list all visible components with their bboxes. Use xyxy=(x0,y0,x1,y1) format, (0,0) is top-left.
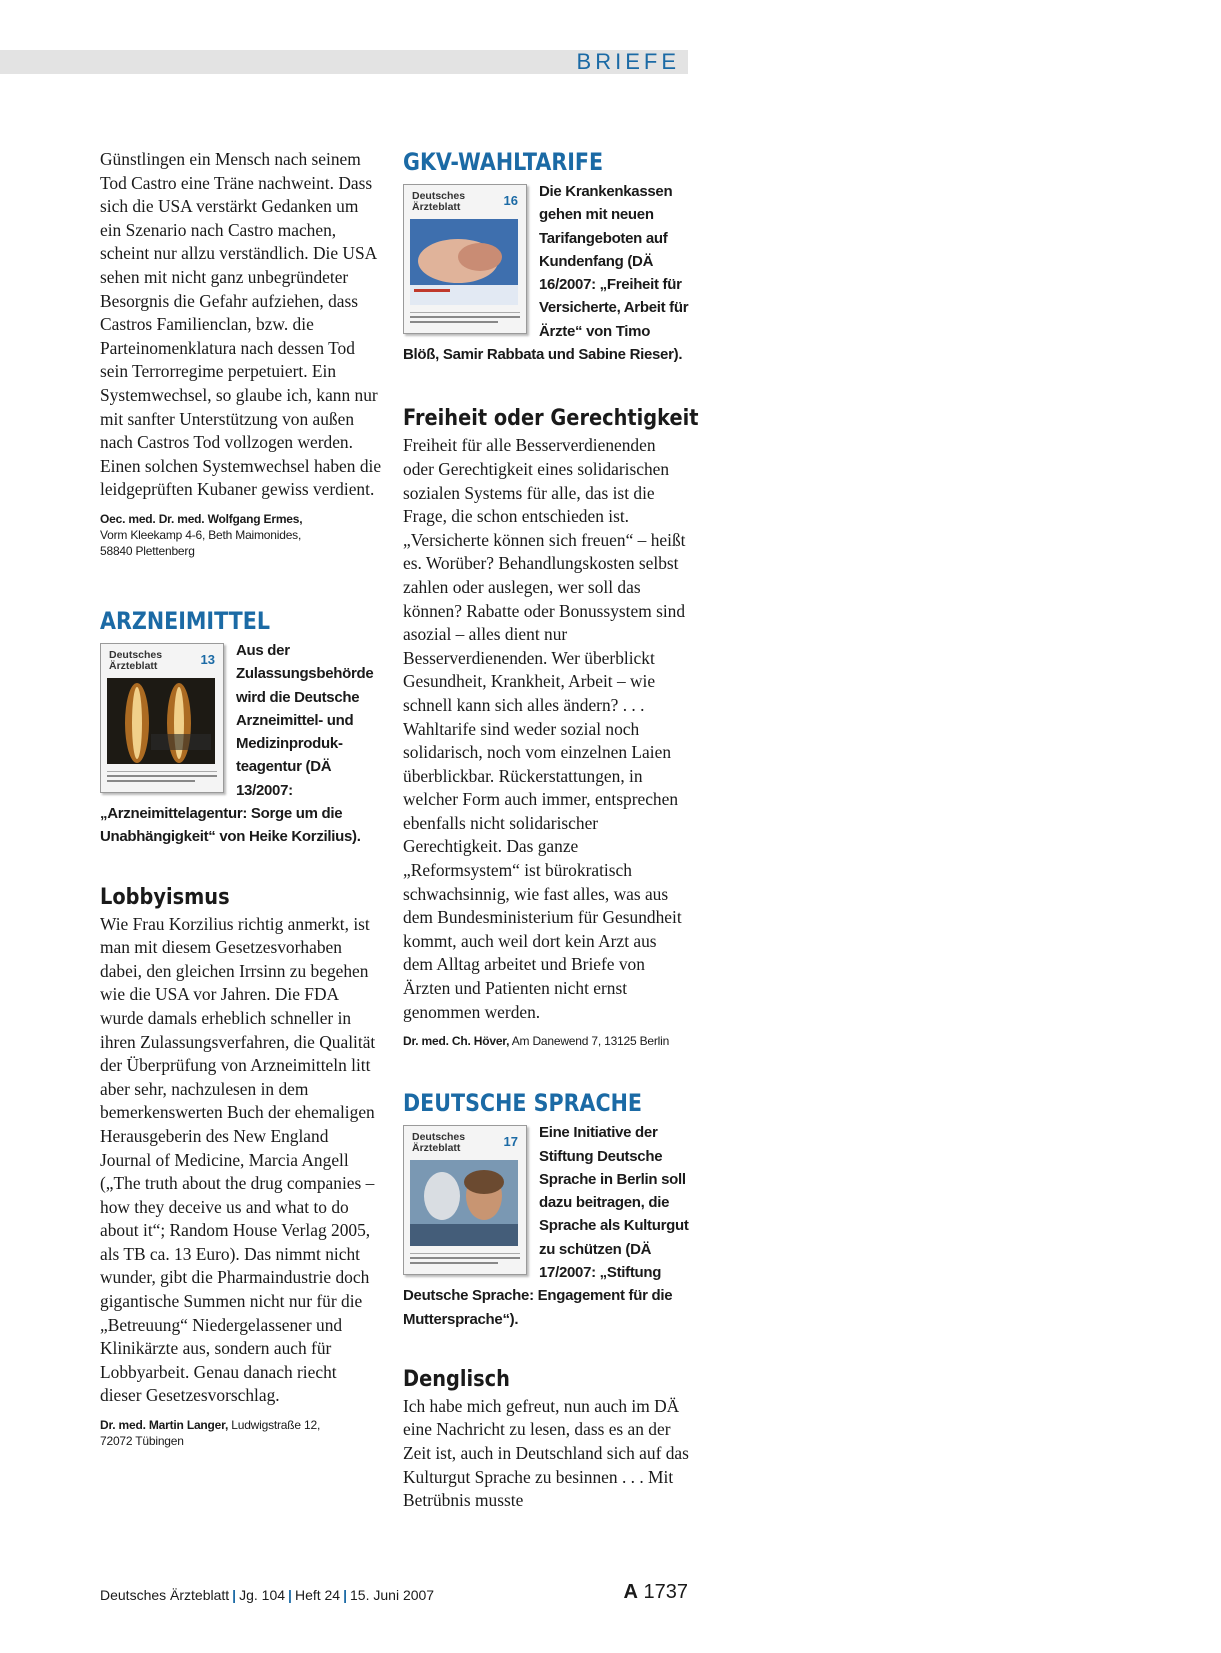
magazine-cover-thumbnail xyxy=(100,643,224,793)
journal-date: 15. Juni 2007 xyxy=(350,1587,435,1603)
signature-address: Am Danewend 7, 13125 Berlin xyxy=(511,1034,670,1049)
letter-signature xyxy=(100,1417,382,1449)
letter-signature xyxy=(100,511,382,559)
section-heading-arzneimittel: ARZNEIMITTEL xyxy=(100,606,270,635)
signature-address: 58840 Plettenberg xyxy=(100,543,195,558)
letter-text: Ich habe mich gefreut, nun auch im DÄ eine Nachricht zu lesen, dass es an der Zeit ist, auch in Deutschland sich auf das Kulturgut Sprache zu besinnen . . . Mit Betrübnis musste xyxy=(403,1395,689,1511)
journal-name: Deutsches Ärzteblatt xyxy=(100,1587,230,1603)
section-title: BRIEFE xyxy=(576,49,680,74)
section-heading-gkv-wahltarife: GKV-WAHLTARIFE xyxy=(403,148,604,176)
article-reference xyxy=(403,1121,689,1331)
cover-title: Deutsches Ärzteblatt xyxy=(412,190,466,213)
signature-name: Dr. med. Ch. Höver, xyxy=(403,1034,510,1049)
signature-address: Ludwigstraße 12, xyxy=(231,1418,321,1433)
cover-title: Deutsches Ärzteblatt xyxy=(412,1131,466,1155)
cover-footer xyxy=(410,1253,520,1268)
letter-heading-lobbyismus: Lobbyismus xyxy=(100,884,230,910)
letter-text: Freiheit für alle Besserverdienenden oder Gerechtigkeit eines solidarischen sozialen Systems für alle, das ist die Frage, die schon entschieden ist. „Versicherte können sich freuen“ – heißt es. Worüber? Behandlungskosten selbst zahlen oder auslegen, wer soll das können? Rabatte oder Bonussystem sind asozial – alles dient nur Besserverdienenden. Wer überblickt Gesundheit, Krankheit, Arbeit – wie schnell kann sich alles ändern? . . . Wahltarife sind weder sozial noch solidarisch, noch vom einzelnen Laien überblickbar. Rückerstattungen, in welcher Form auch immer, entsprechen ebenfalls nicht solidarischer Gerechtigkeit. Das ganze „Reformsystem“ ist bürokratisch schwachsinnig, wie fast alles, was aus dem Bundesministerium für Gesundheit kommt, auch weil dort kein Arzt aus dem Alltag arbeitet und Briefe von Ärzten und Patienten nicht ernst genommen werden. xyxy=(403,435,686,1022)
cover-issue-number: 13 xyxy=(200,651,215,667)
cover-issue-number: 17 xyxy=(503,1134,518,1150)
section-heading-deutsche-sprache: DEUTSCHE SPRACHE xyxy=(403,1089,643,1118)
cover-image-faces xyxy=(410,1160,518,1246)
reference-text: Eine Initiative der Stiftung Deutsche Sprache in Berlin soll dazu beitragen, die Sprache als Kulturgut zu schützen (DÄ 17/2007: „Stiftung Deutsche Sprache: Engagement für die Muttersprache“). xyxy=(403,1124,689,1328)
letter-text: Wie Frau Korzilius richtig anmerkt, ist man mit diesem Gesetzesvorhaben dabei, den gleichen Irrsinn zu begehen wie die USA vor Jahren. Die FDA wurde damals erheblich schneller in ihren Zulassungsverfahren, die Qualität der Überprüfung von Arzneimitteln litt aber sehr, nachzulesen in dem bemerkenswerten Buch der ehemaligen Herausgeberin des New England Journal of Medicine, Marcia Angell („The truth about the drug companies – how they deceive us and what to do about it“; Random House Verlag 2005, als TB ca. 13 Euro). Das nimmt nicht wunder, gibt die Pharmaindustrie doch gigantische Summen nicht nur für die „Betreuung“ Niedergelassener und Klinikärzte aus, sondern auch für Lobbyarbeit. Genau danach riecht dieser Gesetzesvorschlag. xyxy=(100,913,376,1406)
section-header-bar xyxy=(0,50,688,74)
reference-text: Aus der Zulassungsbehörde wird die Deutsche Arzneimittel- und Medizinprodukteagentur (DÄ 13/2007: „Arzneimittelagentur: Sorge um die Unabhängigkeit“ von Heike Korzilius). xyxy=(100,641,374,846)
cover-image-xray xyxy=(107,678,215,764)
cover-title: Deutsches Ärzteblatt xyxy=(109,648,163,672)
article-reference xyxy=(403,180,689,366)
right-column xyxy=(403,148,699,1513)
journal-volume: Jg. 104 xyxy=(239,1587,286,1603)
signature-name: Oec. med. Dr. med. Wolfgang Ermes, xyxy=(100,511,303,526)
page-number: A 1737 xyxy=(623,1581,688,1603)
cover-image-hands xyxy=(410,219,518,305)
magazine-cover-thumbnail xyxy=(403,184,527,334)
left-column xyxy=(100,148,382,1449)
letter-heading-denglisch: Denglisch xyxy=(403,1366,510,1392)
magazine-cover-thumbnail xyxy=(403,1125,527,1275)
article-reference xyxy=(100,639,382,849)
cover-issue-number: 16 xyxy=(503,193,518,208)
letter-continuation-text: Günstlingen ein Mensch nach seinem Tod Castro eine Träne nachweint. Dass sich die USA verstärkt Gedanken um ein Szenario nach Castro machen, scheint nur allzu verständlich. Die USA sehen mit nicht ganz unbegründeter Besorgnis die Gefahr aufziehen, dass Castros Familienclan, bzw. die Parteinomenklatura nach dessen Tod sein Terrorregime perpetuiert. Ein Systemwechsel, so glaube ich, kann nur mit sanfter Unterstützung von außen nach Castros Tod vollzogen werden. Einen solchen Systemwechsel haben die leidgeprüften Kubaner gewiss verdient. xyxy=(100,149,382,500)
letter-signature xyxy=(403,1033,689,1049)
letter-heading-freiheit: Freiheit oder Gerechtigkeit xyxy=(403,406,699,432)
signature-address: 72072 Tübingen xyxy=(100,1434,184,1449)
journal-issue: Heft 24 xyxy=(294,1587,341,1603)
reference-text: Die Krankenkassen gehen mit neuen Tarifangeboten auf Kundenfang (DÄ 16/2007: „Freiheit für Versicherte, Arbeit für Ärzte“ von Timo Blöß, Samir Rabbata und Sabine Rieser). xyxy=(403,183,689,364)
signature-address: Vorm Kleekamp 4-6, Beth Maimonides, xyxy=(100,527,302,542)
page-footer: Deutsches Ärzteblatt | Jg. 104 | Heft 24 | 15. Juni 2007 A 1737 xyxy=(100,1581,688,1603)
cover-footer xyxy=(410,312,520,327)
signature-name: Dr. med. Martin Langer, xyxy=(100,1418,229,1433)
cover-footer xyxy=(107,771,217,786)
